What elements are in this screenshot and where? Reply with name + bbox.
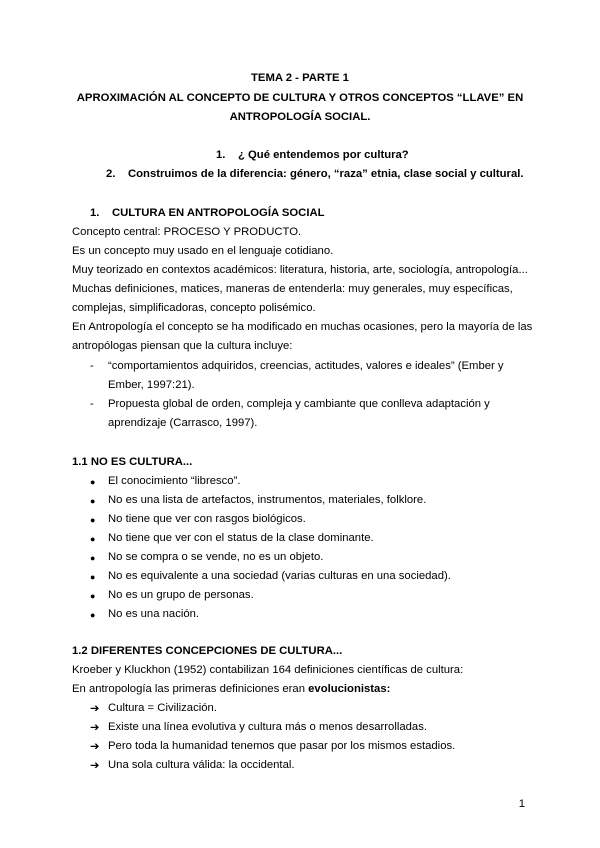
section1-heading-text: CULTURA EN ANTROPOLOGÍA SOCIAL [111,207,325,219]
section1-line: Muchas definiciones, matices, maneras de entenderla: muy generales, muy específicas, [72,283,513,295]
list-item: No es un grupo de personas. [108,589,254,601]
section11-heading: 1.1 NO ES CULTURA... [72,456,193,468]
toc-text: ¿ Qué entendemos por cultura? [237,149,409,161]
dash-item-1-line2: Ember, 1997:21). [108,379,195,391]
section1-line: antropólogas piensan que la cultura incluye: [72,340,293,352]
section12-line2-bold: evolucionistas: [308,683,391,695]
section12-line2 [72,683,390,695]
list-item: No es equivalente a una sociedad (varias culturas en una sociedad). [108,570,451,582]
arrow-right-icon: ➔ [90,741,100,753]
toc-item-2 [106,168,524,180]
section1-line: complejas, simplificadoras, concepto polisémico. [72,302,316,314]
dash-bullet: - [90,398,94,410]
toc-item-1 [216,149,409,161]
section1-line: Es un concepto muy usado en el lenguaje cotidiano. [72,245,334,257]
section12-line2-text: En antropología las primeras definiciones eran [72,683,309,695]
bullet-dot: ● [90,572,96,582]
list-item: No tiene que ver con el status de la clase dominante. [108,532,374,544]
arrow-right-icon: ➔ [90,703,100,715]
section12-heading: 1.2 DIFERENTES CONCEPCIONES DE CULTURA... [72,645,343,657]
arrow-item: Existe una línea evolutiva y cultura más o menos desarrolladas. [108,721,427,733]
doc-subtitle-line1: APROXIMACIÓN AL CONCEPTO DE CULTURA Y OTROS CONCEPTOS “LLAVE” EN [76,92,524,104]
doc-subtitle-line2: ANTROPOLOGÍA SOCIAL. [229,111,371,123]
toc-text: Construimos de la diferencia: género, “raza” etnia, clase social y cultural. [127,168,524,180]
list-item: No es una nación. [108,608,200,620]
arrow-right-icon: ➔ [90,722,100,734]
list-item: El conocimiento “libresco”. [108,475,241,487]
dash-item-2-line2: aprendizaje (Carrasco, 1997). [108,417,258,429]
bullet-dot: ● [90,496,96,506]
section1-line: En Antropología el concepto se ha modificado en muchas ocasiones, pero la mayoría de las [72,321,533,333]
page-number: 1 [518,798,525,810]
toc-num: 1. [216,149,226,161]
section1-heading-num: 1. [90,207,100,219]
bullet-dot: ● [90,610,96,620]
doc-title: TEMA 2 - PARTE 1 [251,72,349,84]
section1-line: Concepto central: PROCESO Y PRODUCTO. [72,226,302,238]
list-item: No es una lista de artefactos, instrumentos, materiales, folklore. [108,494,427,506]
toc-num: 2. [106,168,116,180]
section12-line1: Kroeber y Kluckhon (1952) contabilizan 164 definiciones científicas de cultura: [72,664,464,676]
section1-line: Muy teorizado en contextos académicos: literatura, historia, arte, sociología, antropología... [72,264,528,276]
bullet-dot: ● [90,477,96,487]
arrow-item: Pero toda la humanidad tenemos que pasar por los mismos estadios. [108,740,456,752]
bullet-dot: ● [90,553,96,563]
arrow-item: Una sola cultura válida: la occidental. [108,759,295,771]
arrow-right-icon: ➔ [90,760,100,772]
dash-item-2-line1: Propuesta global de orden, compleja y cambiante que conlleva adaptación y [108,398,490,410]
list-item: No se compra o se vende, no es un objeto. [108,551,324,563]
dash-bullet: - [90,360,94,372]
list-item: No tiene que ver con rasgos biológicos. [108,513,306,525]
bullet-dot: ● [90,515,96,525]
bullet-dot: ● [90,591,96,601]
arrow-item: Cultura = Civilización. [108,702,217,714]
section1-heading [90,207,325,219]
bullet-dot: ● [90,534,96,544]
dash-item-1-line1: “comportamientos adquiridos, creencias, actitudes, valores e ideales” (Ember y [108,360,504,372]
